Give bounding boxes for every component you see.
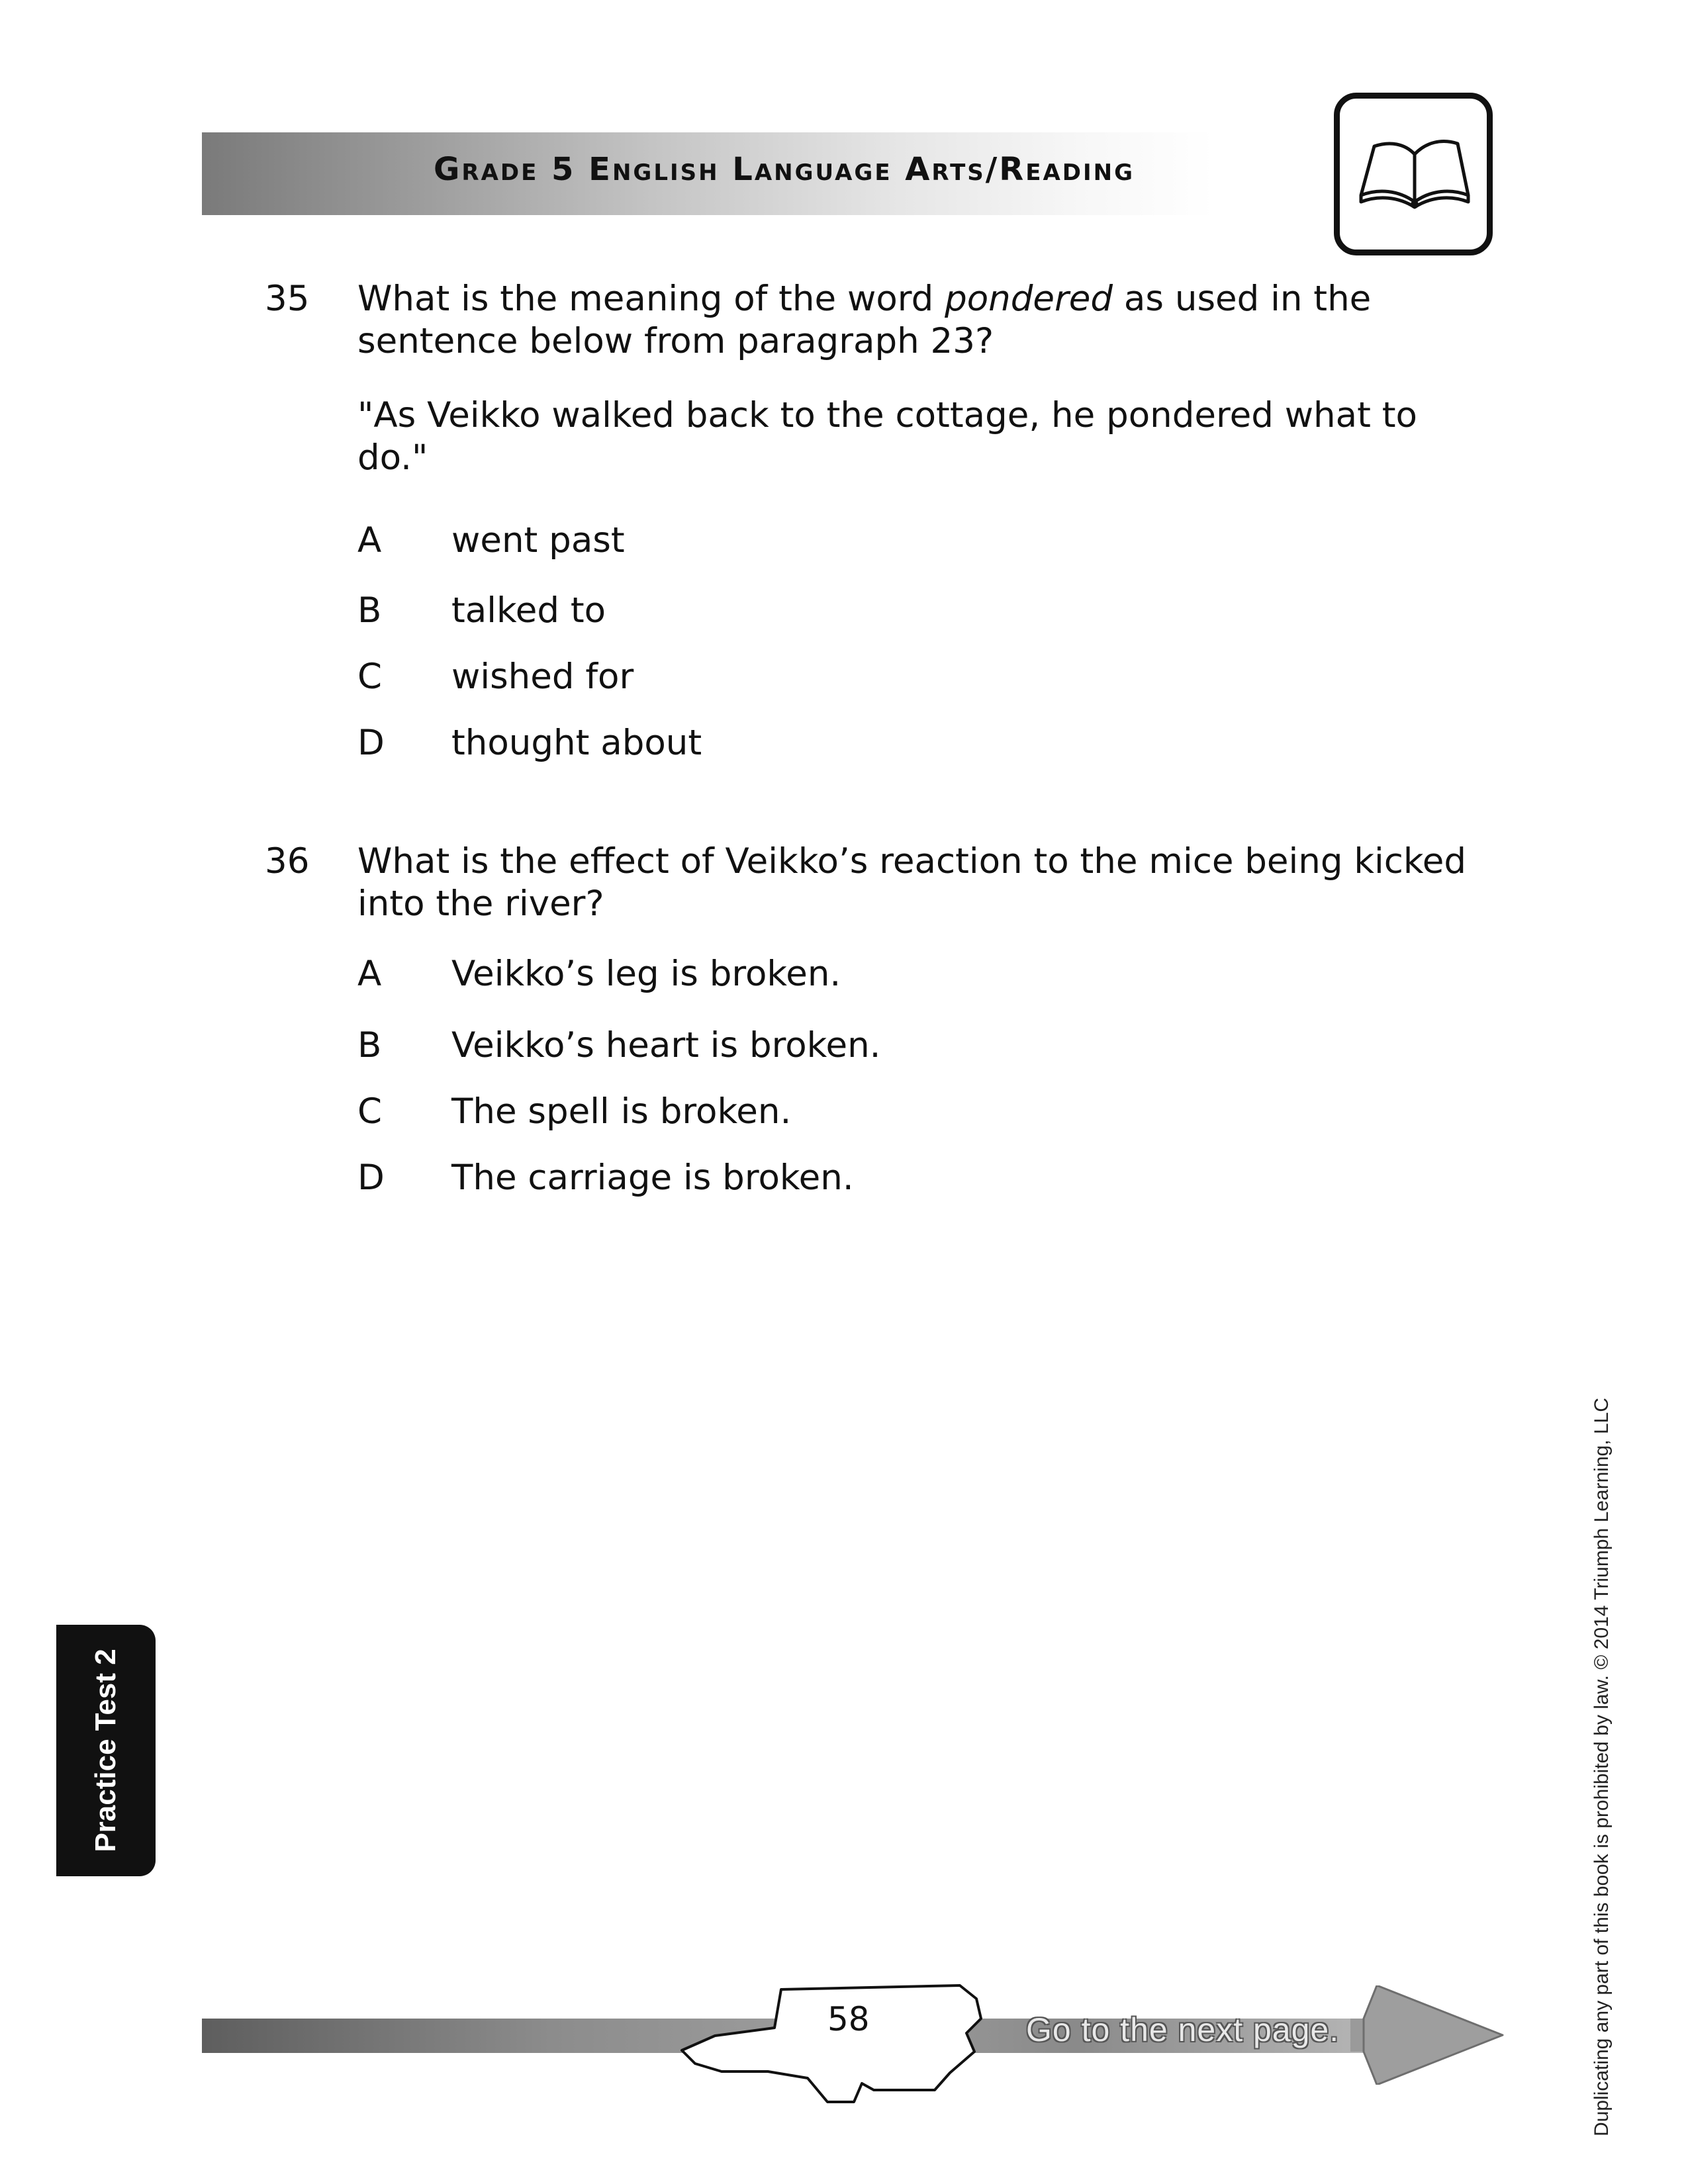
stem-text: as used in the sentence below from paragraph 23? <box>357 279 1372 361</box>
option-letter: D <box>357 723 385 763</box>
page-title: Grade 5 English Language Arts/Reading <box>434 151 1135 188</box>
question-number: 36 <box>265 841 310 882</box>
option-text: went past <box>451 520 625 561</box>
north-carolina-map-icon <box>675 1972 993 2105</box>
question-quote: "As Veikko walked back to the cottage, he pondered what to do." <box>357 395 1417 478</box>
stem-text: What is the meaning of the word <box>357 279 945 319</box>
option-text: The spell is broken. <box>451 1091 792 1132</box>
option-letter: C <box>357 657 383 697</box>
copyright-notice: Duplicating any part of this book is prohibited by law. © 2014 Triumph Learning, LLC <box>1591 1397 1613 2137</box>
question-36 <box>265 841 1466 1211</box>
option-letter: B <box>357 1025 382 1066</box>
next-page-label: Go to the next page. <box>1026 2011 1340 2048</box>
option-letter: A <box>357 954 382 994</box>
practice-test-label: Practice Test 2 <box>89 1649 122 1852</box>
option-text: talked to <box>451 590 606 631</box>
option-text: Veikko’s leg is broken. <box>451 954 841 994</box>
option-text: wished for <box>451 657 634 697</box>
option-text: thought about <box>451 723 702 763</box>
book-icon-frame <box>1334 93 1493 255</box>
option-letter: D <box>357 1158 385 1198</box>
question-35 <box>265 278 1443 763</box>
option-letter: C <box>357 1091 383 1132</box>
practice-test-tab <box>56 1625 156 1876</box>
page-number: 58 <box>827 2000 870 2038</box>
option-text: Veikko’s heart is broken. <box>451 1025 881 1066</box>
question-number: 35 <box>265 279 310 319</box>
question-stem <box>357 278 1483 363</box>
question-stem: What is the effect of Veikko’s reaction to the mice being kicked into the river? <box>357 841 1466 924</box>
right-arrow-icon <box>1350 1985 1509 2085</box>
option-letter: B <box>357 590 382 631</box>
stem-emphasis: pondered <box>945 279 1113 319</box>
open-book-icon <box>1352 124 1477 223</box>
option-text: The carriage is broken. <box>451 1158 854 1198</box>
option-letter: A <box>357 520 382 561</box>
